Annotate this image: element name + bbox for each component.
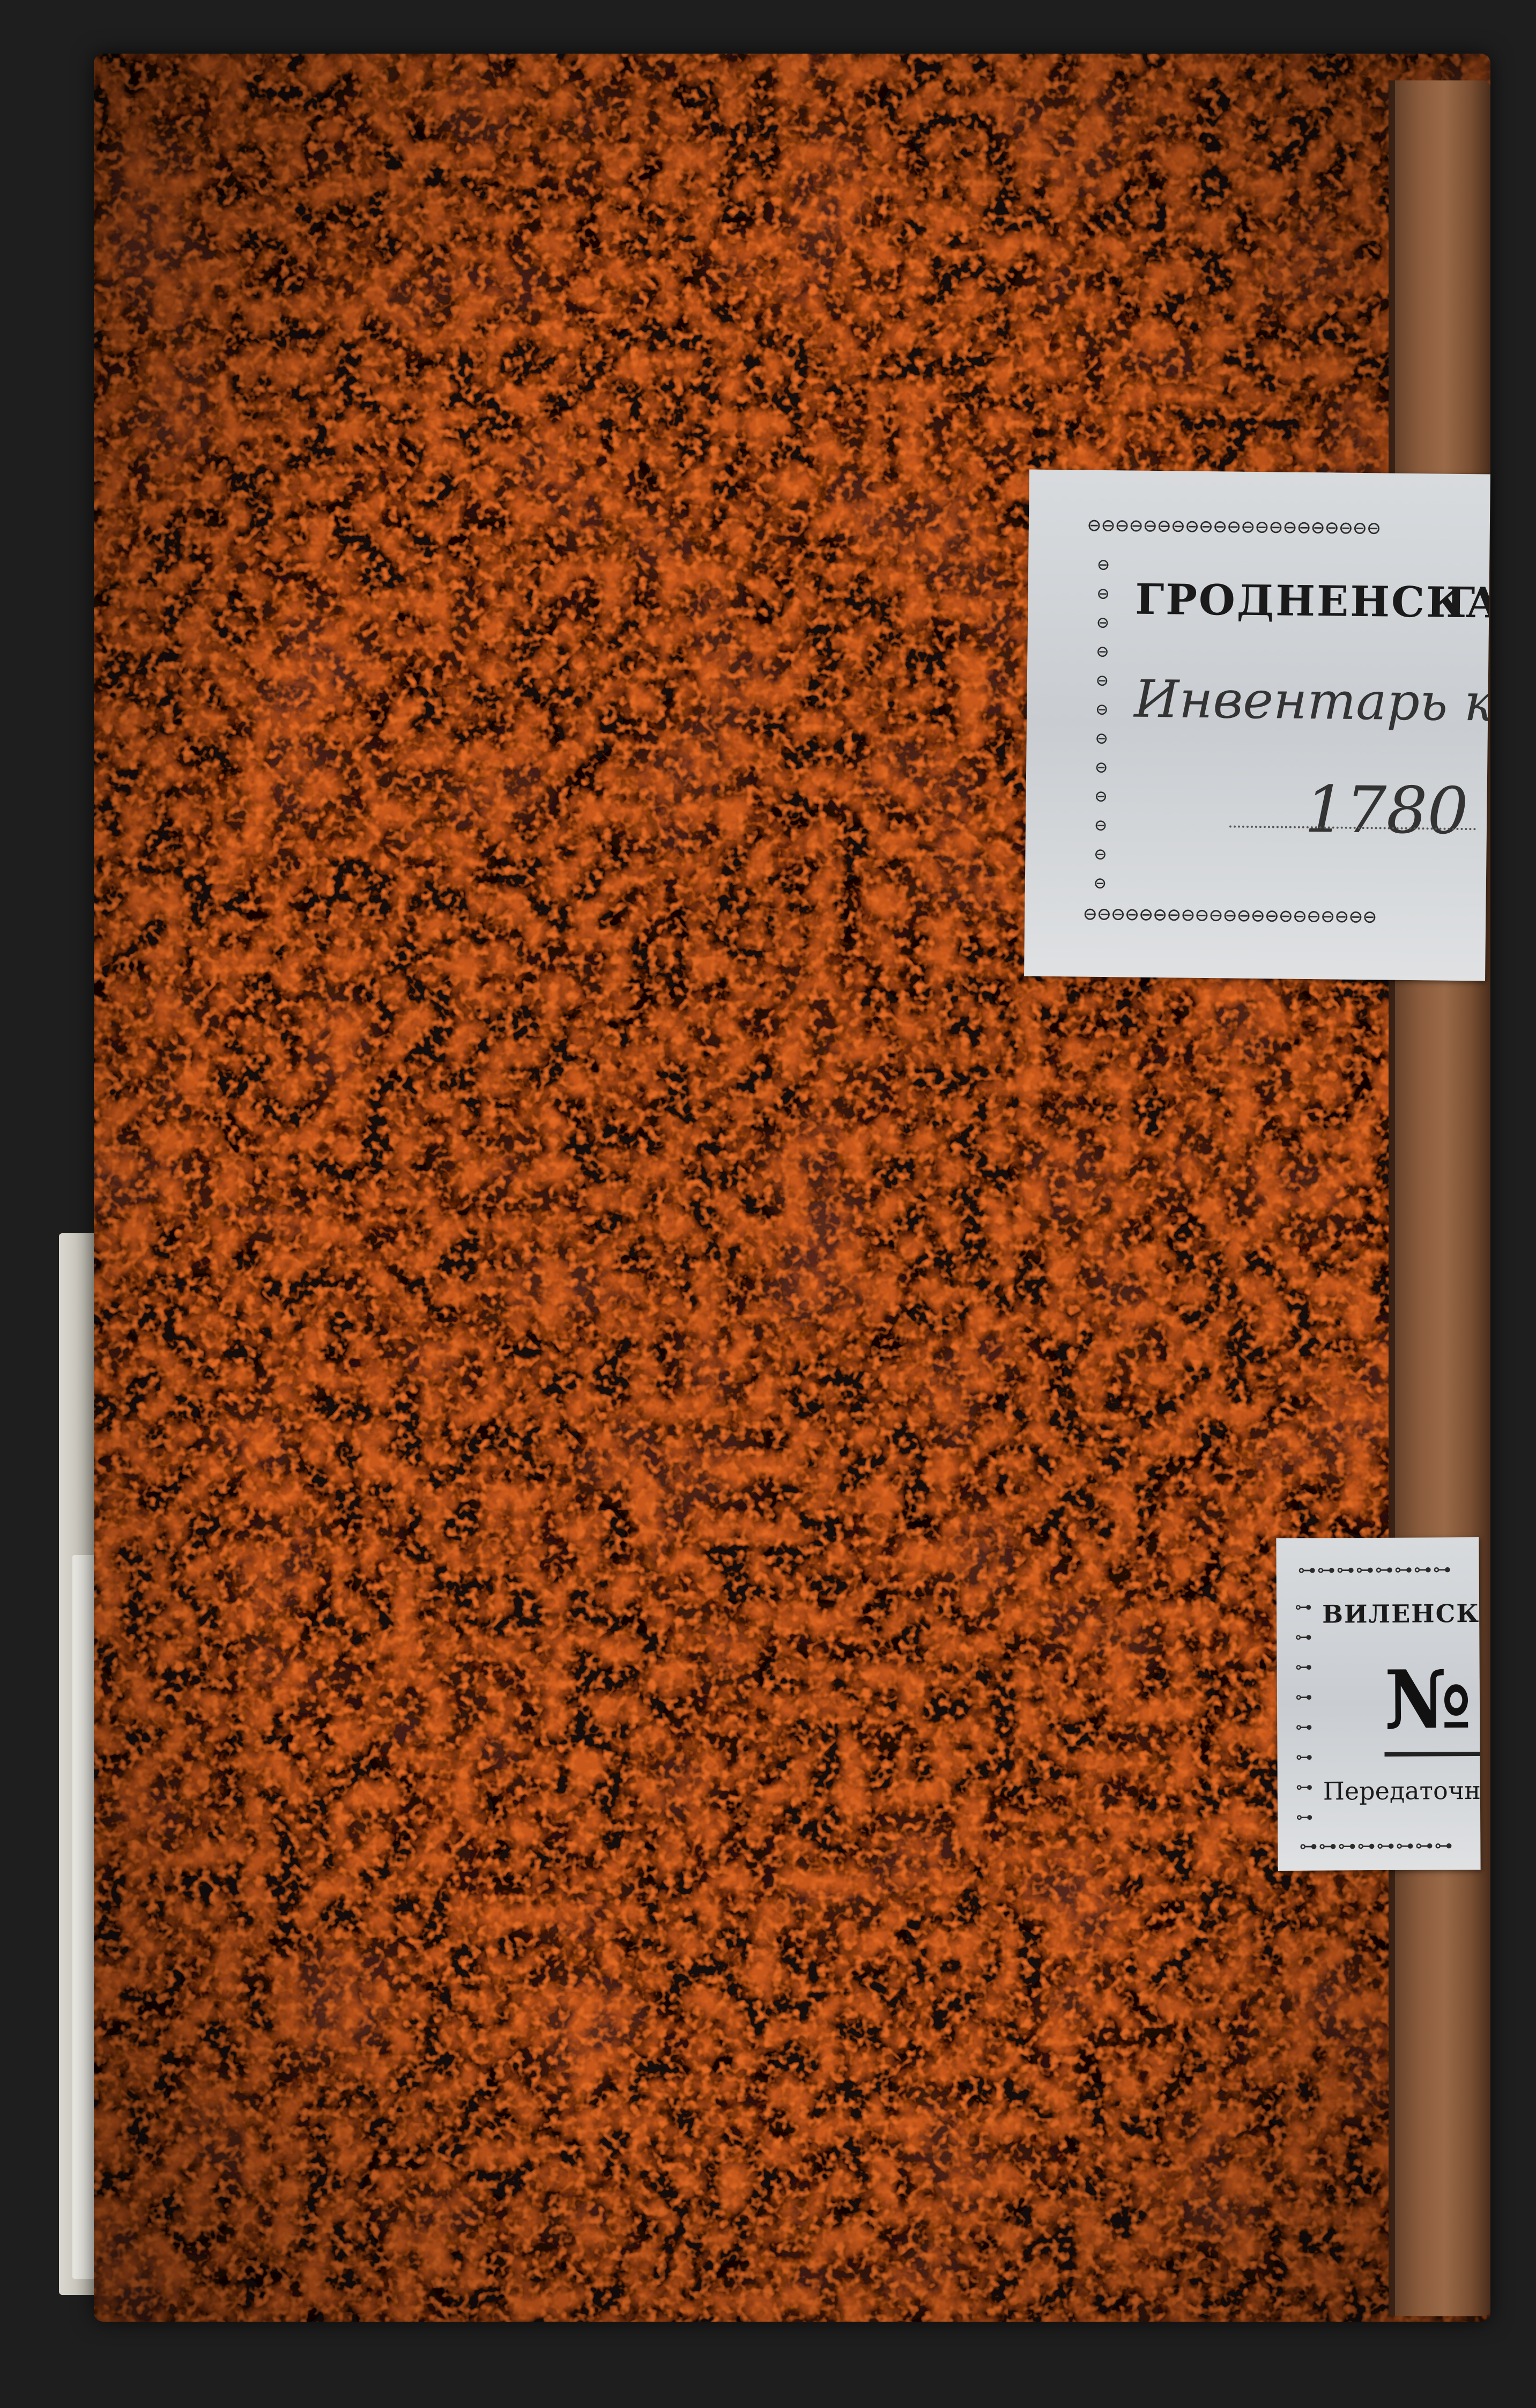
label-heading: ГРОДНЕНСКАЯ [1135,575,1490,628]
handwritten-year: 1780 [1304,773,1469,849]
label-footer: Передаточной [1323,1776,1481,1806]
chain-border-top: ⊶⊶⊶⊶⊶⊶⊶⊶ [1298,1559,1452,1581]
chain-border-bottom: ⊶⊶⊶⊶⊶⊶⊶⊶ [1299,1835,1453,1857]
label-number: № [1384,1652,1481,1747]
chain-border-left: ⊶ ⊶ ⊶ ⊶ ⊶ ⊶ ⊶ ⊶ [1293,1592,1315,1832]
chain-border-top: ⊖⊖⊖⊖⊖⊖⊖⊖⊖⊖⊖⊖⊖⊖⊖⊖⊖⊖⊖⊖⊖ [1088,513,1382,541]
chain-border-left: ⊖ ⊖ ⊖ ⊖ ⊖ ⊖ ⊖ ⊖ ⊖ ⊖ ⊖ ⊖ [1089,551,1115,898]
chain-border-bottom: ⊖⊖⊖⊖⊖⊖⊖⊖⊖⊖⊖⊖⊖⊖⊖⊖⊖⊖⊖⊖⊖ [1084,902,1377,930]
handwritten-title: Инвентарь ко [1134,669,1490,734]
label-heading: ВИЛЕНСКИЙ [1322,1598,1481,1629]
label-heading-cut: Г [1446,579,1475,628]
